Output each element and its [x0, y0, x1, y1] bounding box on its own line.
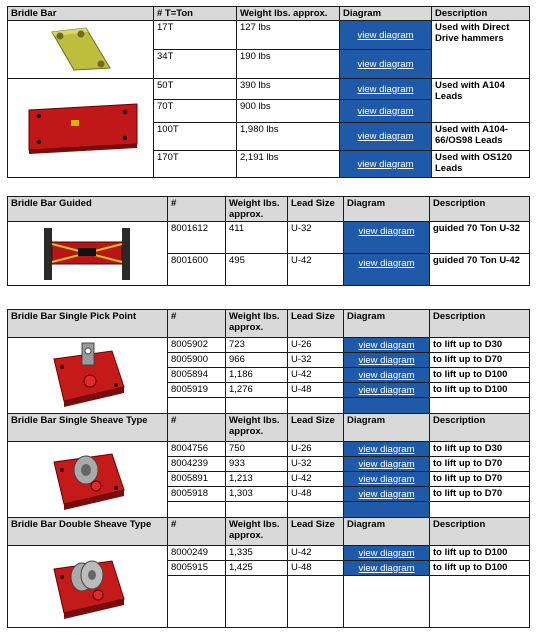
- diagram-cell: [340, 21, 432, 50]
- header-description: Description: [430, 518, 530, 546]
- item-number: 8001612: [168, 222, 226, 254]
- table-header-row: [8, 197, 530, 222]
- product-image-cell: [8, 21, 154, 79]
- item-lead-size: U-26: [288, 338, 344, 353]
- diagram-cell: [344, 353, 430, 368]
- single-sheave-bridle-bar-image: [46, 446, 130, 514]
- item-description: to lift up to D70: [430, 472, 530, 487]
- item-number: 8005902: [168, 338, 226, 353]
- diagram-cell: [344, 442, 430, 457]
- view-diagram-link[interactable]: view diagram: [357, 105, 414, 117]
- header-product: Bridle Bar Guided: [8, 197, 168, 222]
- diagram-cell: [344, 368, 430, 383]
- header-diagram: Diagram: [344, 518, 430, 546]
- header-diagram: Diagram: [344, 197, 430, 222]
- item-weight: 1,276: [226, 383, 288, 398]
- table-row: [8, 338, 530, 353]
- item-weight: 1,186: [226, 368, 288, 383]
- bridle-bar-types-table: [7, 309, 530, 628]
- diagram-cell: [340, 100, 432, 123]
- table-header-row: [8, 7, 530, 21]
- triangle-bridle-bar-image: [46, 24, 116, 76]
- item-weight: 900 lbs: [237, 100, 340, 123]
- table-row: [8, 222, 530, 254]
- header-product: Bridle Bar Single Pick Point: [8, 310, 168, 338]
- header-description: Description: [430, 197, 530, 222]
- view-diagram-link[interactable]: view diagram: [358, 369, 415, 381]
- item-lead-size: U-42: [288, 254, 344, 286]
- item-number: 170T: [154, 151, 237, 178]
- table-row: [8, 21, 530, 50]
- table-row: [8, 442, 530, 457]
- item-lead-size: U-42: [288, 546, 344, 561]
- item-number: 70T: [154, 100, 237, 123]
- item-number: 8005894: [168, 368, 226, 383]
- header-lead-size: Lead Size: [288, 414, 344, 442]
- table-row: [8, 79, 530, 100]
- item-weight: 1,425: [226, 561, 288, 576]
- product-image-cell: [8, 79, 154, 178]
- item-weight: 495: [226, 254, 288, 286]
- item-description: to lift up to D100: [430, 561, 530, 576]
- view-diagram-link[interactable]: view diagram: [358, 443, 415, 455]
- item-weight: 190 lbs: [237, 50, 340, 79]
- view-diagram-link[interactable]: view diagram: [358, 488, 415, 500]
- table-row: [8, 546, 530, 561]
- item-lead-size: U-26: [288, 442, 344, 457]
- item-number: 8005919: [168, 383, 226, 398]
- item-number: 34T: [154, 50, 237, 79]
- item-weight: 411: [226, 222, 288, 254]
- header-lead-size: Lead Size: [288, 518, 344, 546]
- header-weight: Weight lbs. approx.: [226, 310, 288, 338]
- header-weight: Weight lbs. approx.: [237, 7, 340, 21]
- item-number: 8004756: [168, 442, 226, 457]
- section-header-row: [8, 414, 530, 442]
- item-description: to lift up to D70: [430, 353, 530, 368]
- diagram-cell: [340, 151, 432, 178]
- header-diagram: Diagram: [344, 414, 430, 442]
- header-lead-size: Lead Size: [288, 310, 344, 338]
- view-diagram-link[interactable]: view diagram: [358, 354, 415, 366]
- item-lead-size: U-42: [288, 368, 344, 383]
- diagram-cell: [340, 123, 432, 151]
- item-number: 17T: [154, 21, 237, 50]
- item-weight: 1,213: [226, 472, 288, 487]
- item-description: guided 70 Ton U-32: [430, 222, 530, 254]
- bridle-bar-table: [7, 6, 530, 178]
- item-number: 50T: [154, 79, 237, 100]
- view-diagram-link[interactable]: view diagram: [358, 547, 415, 559]
- item-description: to lift up to D30: [430, 338, 530, 353]
- diagram-cell: [344, 457, 430, 472]
- item-description: Used with OS120 Leads: [432, 151, 530, 178]
- section-header-row: [8, 518, 530, 546]
- diagram-cell: [344, 254, 430, 286]
- plate-bridle-bar-image: [19, 100, 143, 156]
- item-number: 8000249: [168, 546, 226, 561]
- diagram-cell: [344, 472, 430, 487]
- header-number: #: [168, 197, 226, 222]
- product-image-cell: [8, 222, 168, 286]
- item-lead-size: U-48: [288, 383, 344, 398]
- item-number: 100T: [154, 123, 237, 151]
- header-weight: Weight lbs. approx.: [226, 197, 288, 222]
- header-lead-size: Lead Size: [288, 197, 344, 222]
- item-weight: 2,191 lbs: [237, 151, 340, 178]
- section-header-row: [8, 310, 530, 338]
- view-diagram-link[interactable]: view diagram: [357, 29, 414, 41]
- item-weight: 966: [226, 353, 288, 368]
- diagram-cell: [344, 561, 430, 576]
- item-lead-size: U-32: [288, 457, 344, 472]
- item-weight: 750: [226, 442, 288, 457]
- view-diagram-link[interactable]: view diagram: [358, 384, 415, 396]
- item-number: 8005891: [168, 472, 226, 487]
- header-product: Bridle Bar Single Sheave Type: [8, 414, 168, 442]
- view-diagram-link[interactable]: view diagram: [357, 83, 414, 95]
- item-number: 8005900: [168, 353, 226, 368]
- single-pick-point-bridle-bar-image: [46, 341, 130, 411]
- bridle-bar-guided-table: [7, 196, 530, 286]
- header-number: #: [168, 310, 226, 338]
- diagram-cell: [344, 546, 430, 561]
- item-description: Used with A104-66/OS98 Leads: [432, 123, 530, 151]
- header-product: Bridle Bar Double Sheave Type: [8, 518, 168, 546]
- item-description: to lift up to D100: [430, 368, 530, 383]
- item-description: to lift up to D30: [430, 442, 530, 457]
- view-diagram-link[interactable]: view diagram: [357, 131, 414, 142]
- item-weight: 390 lbs: [237, 79, 340, 100]
- header-weight: Weight lbs. approx.: [226, 518, 288, 546]
- item-lead-size: U-32: [288, 222, 344, 254]
- diagram-cell: [344, 398, 430, 414]
- item-weight: 933: [226, 457, 288, 472]
- item-weight: 1,335: [226, 546, 288, 561]
- item-description: guided 70 Ton U-42: [430, 254, 530, 286]
- item-number: 8004239: [168, 457, 226, 472]
- item-description: to lift up to D70: [430, 487, 530, 502]
- item-weight: 1,980 lbs: [237, 123, 340, 151]
- item-weight: 127 lbs: [237, 21, 340, 50]
- header-number: #: [168, 518, 226, 546]
- header-description: Description: [430, 310, 530, 338]
- header-description: Description: [432, 7, 530, 21]
- header-number: # T=Ton: [154, 7, 237, 21]
- item-description: Used with Direct Drive hammers: [432, 21, 530, 79]
- item-lead-size: U-48: [288, 487, 344, 502]
- item-description: to lift up to D100: [430, 546, 530, 561]
- item-lead-size: U-42: [288, 472, 344, 487]
- product-image-cell: [8, 546, 168, 628]
- diagram-cell: [344, 338, 430, 353]
- view-diagram-link[interactable]: view diagram: [358, 258, 415, 269]
- diagram-cell: [340, 50, 432, 79]
- header-diagram: Diagram: [344, 310, 430, 338]
- guided-bridle-bar-image: [36, 226, 140, 282]
- view-diagram-link[interactable]: view diagram: [358, 458, 415, 470]
- item-description: to lift up to D70: [430, 457, 530, 472]
- header-weight: Weight lbs. approx.: [226, 414, 288, 442]
- view-diagram-link[interactable]: view diagram: [358, 562, 415, 574]
- view-diagram-link[interactable]: view diagram: [358, 226, 415, 237]
- diagram-cell: [344, 383, 430, 398]
- item-number: 8001600: [168, 254, 226, 286]
- diagram-cell: [344, 487, 430, 502]
- product-image-cell: [8, 338, 168, 414]
- view-diagram-link[interactable]: view diagram: [358, 473, 415, 485]
- diagram-cell: [340, 79, 432, 100]
- view-diagram-link[interactable]: view diagram: [357, 158, 414, 170]
- item-lead-size: U-32: [288, 353, 344, 368]
- header-number: #: [168, 414, 226, 442]
- header-description: Description: [430, 414, 530, 442]
- item-lead-size: U-48: [288, 561, 344, 576]
- item-weight: 1,303: [226, 487, 288, 502]
- view-diagram-link[interactable]: view diagram: [358, 339, 415, 351]
- item-weight: 723: [226, 338, 288, 353]
- diagram-cell: [344, 222, 430, 254]
- header-diagram: Diagram: [340, 7, 432, 21]
- double-sheave-bridle-bar-image: [46, 551, 130, 623]
- item-number: 8005918: [168, 487, 226, 502]
- product-image-cell: [8, 442, 168, 518]
- item-number: 8005915: [168, 561, 226, 576]
- item-description: Used with A104 Leads: [432, 79, 530, 123]
- item-description: to lift up to D100: [430, 383, 530, 398]
- header-product: Bridle Bar: [8, 7, 154, 21]
- view-diagram-link[interactable]: view diagram: [357, 58, 414, 70]
- diagram-cell: [344, 502, 430, 518]
